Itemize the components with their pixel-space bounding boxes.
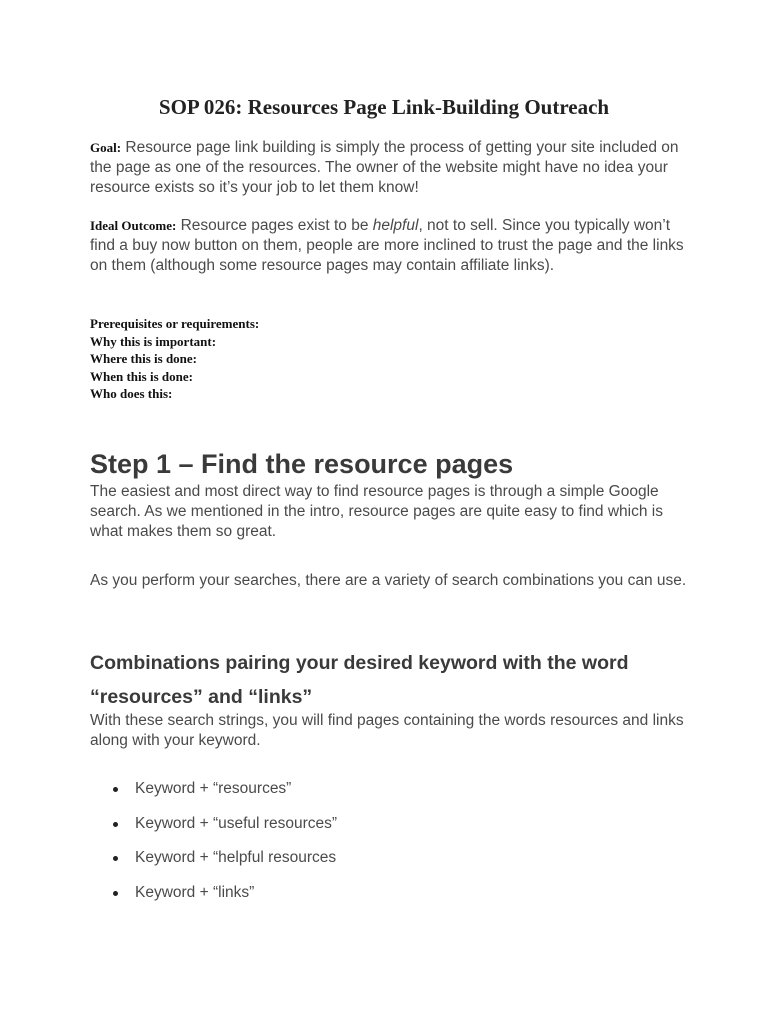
bullet-icon — [113, 891, 118, 896]
meta-where-done: Where this is done: — [90, 351, 198, 366]
list-item — [110, 813, 610, 848]
meta-fields — [90, 315, 490, 403]
goal-paragraph — [90, 138, 690, 198]
combinations-heading: Combinations pairing your desired keyword with the word “resources” and “links” — [90, 652, 629, 708]
meta-why-important: Why this is important: — [90, 333, 217, 349]
step1-heading: Step 1 – Find the resource pages — [90, 449, 514, 479]
search-combinations-list — [110, 778, 610, 916]
ideal-outcome-text-after: , not to sell. Since you typically won’t find a buy now button on them, people are more inclined to trust the page and the links on them (although some resource pages may contain affiliate links). — [90, 217, 684, 274]
ideal-outcome-paragraph — [90, 216, 690, 276]
list-item-text: Keyword + “resources” — [135, 780, 292, 797]
list-item — [110, 778, 610, 813]
ideal-outcome-label: Ideal Outcome: — [90, 218, 177, 233]
combinations-intro: With these search strings, you will find pages containing the words resources and links along with your keyword. — [90, 712, 684, 749]
list-item-text: Keyword + “links” — [135, 883, 255, 901]
document-title: SOP 026: Resources Page Link-Building Outreach — [158, 95, 610, 119]
ideal-outcome-text-italic: helpful — [372, 217, 419, 234]
list-item-text: Keyword + “helpful resources — [135, 849, 337, 866]
list-item — [110, 847, 610, 882]
goal-label: Goal: — [90, 140, 122, 155]
bullet-icon — [113, 856, 118, 861]
meta-prerequisites: Prerequisites or requirements: — [90, 316, 260, 331]
bullet-icon — [113, 822, 118, 827]
step1-paragraph-1: The easiest and most direct way to find resource pages is through a simple Google search. As we mentioned in the intro, resource pages are quite easy to find which is what makes them so great. — [90, 483, 663, 540]
bullet-icon — [113, 787, 118, 792]
goal-text: Resource page link building is simply the process of getting your site included on the page as one of the resources. The owner of the website might have no idea your resource exists so it’s your job to let them know! — [90, 139, 679, 196]
meta-when-done: When this is done: — [90, 368, 193, 384]
list-item — [110, 882, 610, 917]
list-item-text: Keyword + “useful resources” — [135, 814, 338, 832]
meta-who-does: Who does this: — [90, 386, 173, 401]
ideal-outcome-text-before: Resource pages exist to be — [180, 217, 373, 234]
step1-paragraph-2: As you perform your searches, there are a variety of search combinations you can use. — [90, 572, 687, 589]
